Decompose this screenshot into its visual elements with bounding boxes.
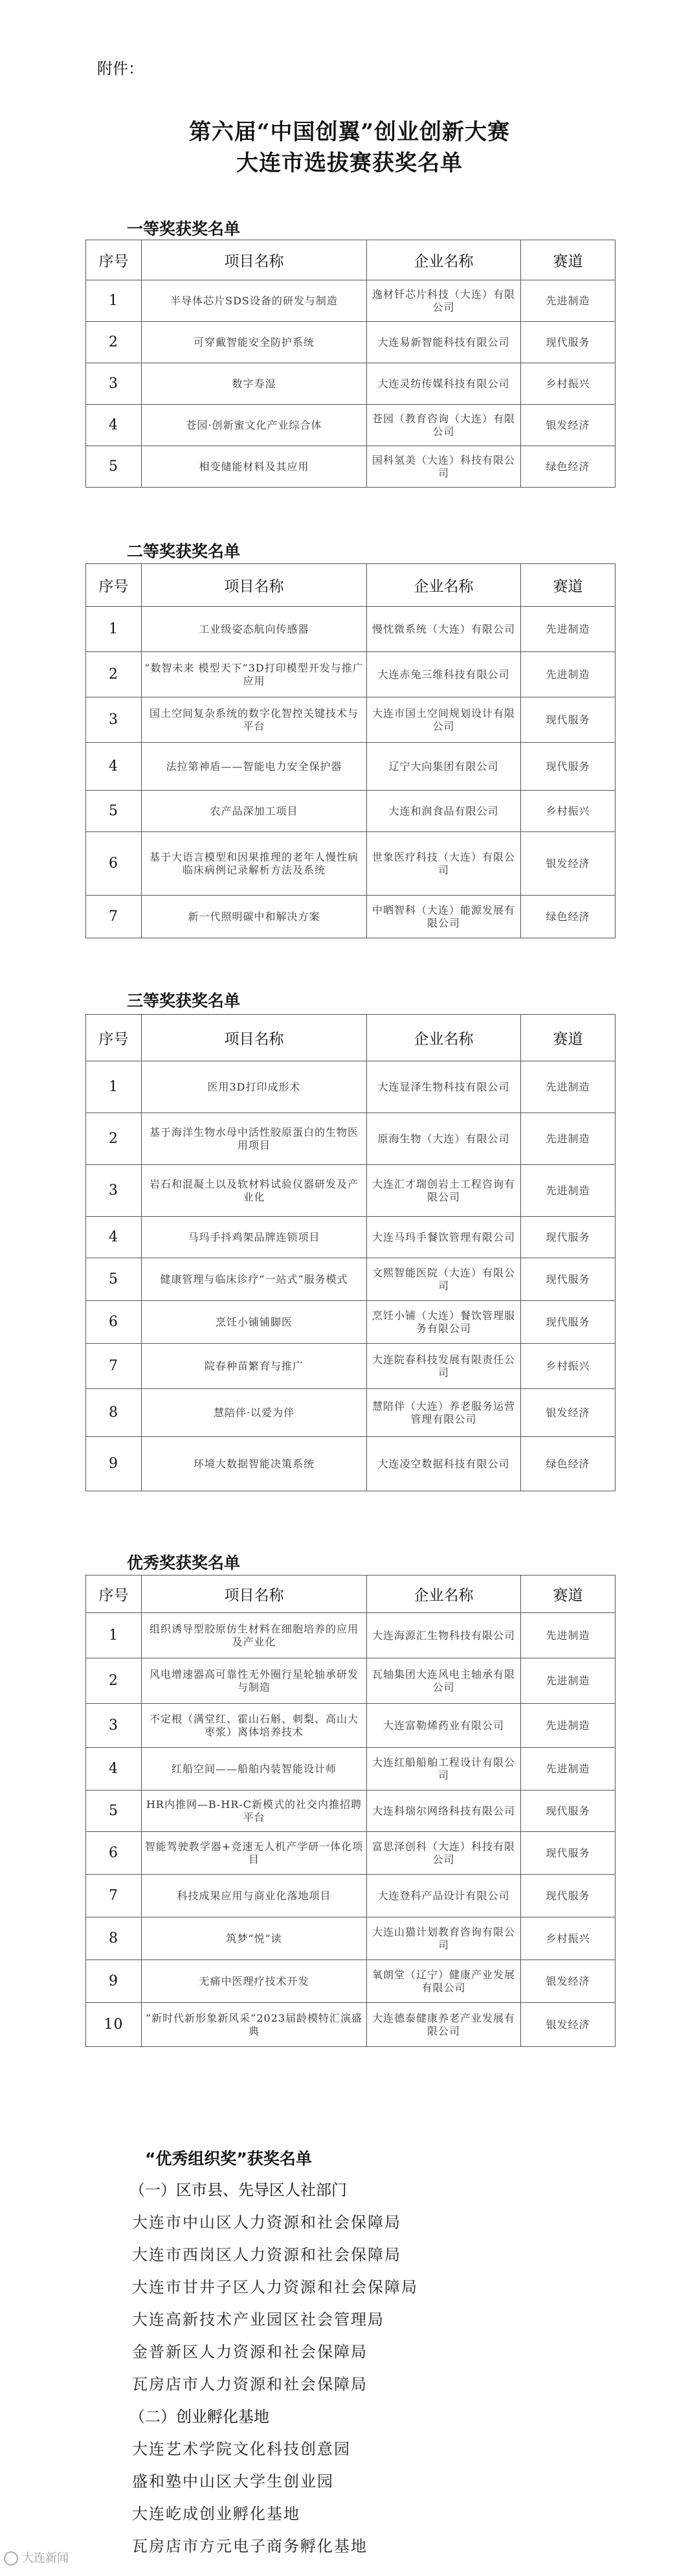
row-project: 相变储能材料及其应用 xyxy=(142,446,367,488)
row-company: 国科氢美（大连）科技有限公司 xyxy=(367,446,521,488)
row-track: 先进制造 xyxy=(521,1704,616,1748)
row-track: 现代服务 xyxy=(521,1875,616,1917)
header-company: 企业名称 xyxy=(367,240,521,280)
row-track: 银发经济 xyxy=(521,832,616,896)
row-track: 绿色经济 xyxy=(521,1437,616,1491)
header-project: 项目名称 xyxy=(142,1576,367,1613)
row-no: 5 xyxy=(86,1791,142,1832)
row-company: 烹饪小铺（大连）餐饮管理服务有限公司 xyxy=(367,1301,521,1344)
row-company: 大连院春科技发展有限责任公司 xyxy=(367,1344,521,1389)
row-track: 现代服务 xyxy=(521,1791,616,1832)
table-row xyxy=(86,607,616,652)
row-project: 马玛手抖鸡架品牌连锁项目 xyxy=(142,1217,367,1258)
row-track: 现代服务 xyxy=(521,322,616,363)
row-track: 先进制造 xyxy=(521,1613,616,1658)
row-track: 现代服务 xyxy=(521,1301,616,1344)
org-list-item: 大连艺术学院文化科技创意园 xyxy=(132,2440,351,2458)
row-project: 国土空间复杂系统的数字化智控关键技术与平台 xyxy=(142,697,367,743)
table-row xyxy=(86,1301,616,1344)
row-project: 慧陪伴·以爱为伴 xyxy=(142,1389,367,1437)
row-track: 现代服务 xyxy=(521,1217,616,1258)
row-company: 大连灵纺传媒科技有限公司 xyxy=(367,363,521,405)
table-row xyxy=(86,1960,616,2003)
row-track: 银发经济 xyxy=(521,2003,616,2047)
table-row xyxy=(86,280,616,322)
row-track: 银发经济 xyxy=(521,405,616,446)
table-row xyxy=(86,1437,616,1491)
header-no: 序号 xyxy=(86,564,142,607)
row-company: 辽宁大向集团有限公司 xyxy=(367,743,521,791)
org-list-item: 大连市甘井子区人力资源和社会保障局 xyxy=(132,2278,418,2296)
row-company: 大连易新智能科技有限公司 xyxy=(367,322,521,363)
section-title-first-prize: 一等奖获奖名单 xyxy=(127,220,241,238)
row-no: 5 xyxy=(86,1258,142,1301)
row-company: 世象医疗科技（大连）有限公司 xyxy=(367,832,521,896)
row-company: 大连和润食品有限公司 xyxy=(367,791,521,832)
table-row xyxy=(86,363,616,405)
second-prize-table xyxy=(85,563,616,938)
table-row xyxy=(86,896,616,938)
table-row xyxy=(86,405,616,446)
header-no: 序号 xyxy=(86,240,142,280)
row-track: 乡村振兴 xyxy=(521,363,616,405)
row-project: 新一代照明碳中和解决方案 xyxy=(142,896,367,938)
watermark xyxy=(4,2549,69,2566)
row-project: 环境大数据智能决策系统 xyxy=(142,1437,367,1491)
header-track: 赛道 xyxy=(521,564,616,607)
table-row xyxy=(86,1113,616,1165)
row-project: 基于海洋生物水母中活性胶原蛋白的生物医用项目 xyxy=(142,1113,367,1165)
row-company: 大连德泰健康养老产业发展有限公司 xyxy=(367,2003,521,2047)
row-track: 先进制造 xyxy=(521,1061,616,1113)
org-award-title: “优秀组织奖”获奖名单 xyxy=(145,2149,312,2168)
header-project: 项目名称 xyxy=(142,240,367,280)
row-project: 工业级姿态航向传感器 xyxy=(142,607,367,652)
row-no: 3 xyxy=(86,1165,142,1217)
table-row xyxy=(86,1832,616,1875)
org-list-item: 大连市西岗区人力资源和社会保障局 xyxy=(132,2246,401,2264)
header-project: 项目名称 xyxy=(142,1015,367,1061)
watermark-text: 大连新闻 xyxy=(22,2551,69,2565)
row-company: 苍园（教育咨询（大连）有限公司 xyxy=(367,405,521,446)
table-row xyxy=(86,1613,616,1658)
row-no: 4 xyxy=(86,1748,142,1791)
row-no: 4 xyxy=(86,405,142,446)
first-prize-table xyxy=(85,240,616,488)
row-no: 4 xyxy=(86,743,142,791)
row-no: 8 xyxy=(86,1389,142,1437)
table-row xyxy=(86,1217,616,1258)
row-no: 7 xyxy=(86,1344,142,1389)
row-company: 大连山猫计划教育咨询有限公司 xyxy=(367,1917,521,1960)
org-group-heading: （二）创业孵化基地 xyxy=(129,2408,269,2426)
row-no: 7 xyxy=(86,896,142,938)
row-no: 1 xyxy=(86,280,142,322)
row-no: 9 xyxy=(86,1437,142,1491)
table-row xyxy=(86,1875,616,1917)
row-no: 6 xyxy=(86,832,142,896)
row-no: 4 xyxy=(86,1217,142,1258)
table-header-row xyxy=(86,1015,616,1061)
row-no: 1 xyxy=(86,1061,142,1113)
table-row xyxy=(86,1389,616,1437)
row-no: 2 xyxy=(86,322,142,363)
table-row xyxy=(86,743,616,791)
row-project: HR内推网—B-HR-C新模式的社交内推招聘平台 xyxy=(142,1791,367,1832)
row-no: 2 xyxy=(86,1658,142,1704)
row-project: 半导体芯片SDS设备的研发与制造 xyxy=(142,280,367,322)
row-project: 健康管理与临床诊疗“一站式”服务模式 xyxy=(142,1258,367,1301)
row-track: 先进制造 xyxy=(521,1658,616,1704)
table-header-row xyxy=(86,564,616,607)
table-row xyxy=(86,1704,616,1748)
table-header-row xyxy=(86,240,616,280)
org-group-heading: （一）区市县、先导区人社部门 xyxy=(129,2181,347,2199)
row-track: 乡村振兴 xyxy=(521,1344,616,1389)
row-company: 氧朗堂（辽宁）健康产业发展有限公司 xyxy=(367,1960,521,2003)
row-project: 不定根（满堂红、霍山石斛、刺梨、高山大枣浆）离体培养技术 xyxy=(142,1704,367,1748)
row-project: 烹饪小铺铺脚医 xyxy=(142,1301,367,1344)
row-no: 1 xyxy=(86,607,142,652)
row-project: 法拉第神盾——智能电力安全保护器 xyxy=(142,743,367,791)
row-company: 中晒智科（大连）能源发展有限公司 xyxy=(367,896,521,938)
row-project: 科技成果应用与商业化落地项目 xyxy=(142,1875,367,1917)
header-company: 企业名称 xyxy=(367,1576,521,1613)
row-project: “数智未来 模型天下”3D打印模型开发与推广应用 xyxy=(142,652,367,697)
row-project: 红船空间——船舶内装智能设计师 xyxy=(142,1748,367,1791)
row-track: 绿色经济 xyxy=(521,896,616,938)
table-row xyxy=(86,652,616,697)
row-company: 瓦轴集团大连风电主轴承有限公司 xyxy=(367,1658,521,1704)
table-row xyxy=(86,1258,616,1301)
row-company: 慧陪伴（大连）养老服务运营管理有限公司 xyxy=(367,1389,521,1437)
row-project: 无痛中医理疗技术开发 xyxy=(142,1960,367,2003)
row-no: 3 xyxy=(86,697,142,743)
row-track: 乡村振兴 xyxy=(521,1917,616,1960)
document-title-line1: 第六届“中国创翼”创业创新大赛 xyxy=(188,119,511,145)
row-track: 先进制造 xyxy=(521,280,616,322)
table-row xyxy=(86,1344,616,1389)
row-project: 可穿戴智能安全防护系统 xyxy=(142,322,367,363)
row-no: 9 xyxy=(86,1960,142,2003)
document-title-line2: 大连市选拔赛获奖名单 xyxy=(236,150,463,176)
row-no: 6 xyxy=(86,1832,142,1875)
row-no: 2 xyxy=(86,1113,142,1165)
row-company: 慢忱微系统（大连）有限公司 xyxy=(367,607,521,652)
row-company: 大连红船船舶工程设计有限公司 xyxy=(367,1748,521,1791)
table-row xyxy=(86,832,616,896)
section-title-excellence-award: 优秀奖获奖名单 xyxy=(127,1554,241,1572)
table-row xyxy=(86,1165,616,1217)
row-company: 逸材钎芯片科技（大连）有限公司 xyxy=(367,280,521,322)
row-project: 医用3D打印成形术 xyxy=(142,1061,367,1113)
row-company: 大连科瑞尔网络科技有限公司 xyxy=(367,1791,521,1832)
row-track: 乡村振兴 xyxy=(521,791,616,832)
row-no: 3 xyxy=(86,1704,142,1748)
org-list-item: 大连屹成创业孵化基地 xyxy=(132,2505,300,2523)
row-track: 现代服务 xyxy=(521,1832,616,1875)
table-row xyxy=(86,1917,616,1960)
org-list-item: 大连市中山区人力资源和社会保障局 xyxy=(132,2213,401,2231)
row-no: 8 xyxy=(86,1917,142,1960)
row-company: 原海生物（大连）有限公司 xyxy=(367,1113,521,1165)
row-track: 先进制造 xyxy=(521,1113,616,1165)
header-track: 赛道 xyxy=(521,240,616,280)
row-company: 文熙智能医院（大连）有限公司 xyxy=(367,1258,521,1301)
row-company: 大连赤兔三维科技有限公司 xyxy=(367,652,521,697)
org-list-item: 金普新区人力资源和社会保障局 xyxy=(132,2343,368,2361)
excellence-award-table xyxy=(85,1575,616,2047)
row-company: 大连登科产品设计有限公司 xyxy=(367,1875,521,1917)
attachment-label: 附件： xyxy=(97,60,144,78)
table-row xyxy=(86,697,616,743)
header-track: 赛道 xyxy=(521,1576,616,1613)
row-track: 现代服务 xyxy=(521,1258,616,1301)
row-no: 5 xyxy=(86,791,142,832)
row-project: 基于大语言模型和因果推理的老年人慢性病临床病例记录解析方法及系统 xyxy=(142,832,367,896)
row-project: 院春种苗繁育与推广 xyxy=(142,1344,367,1389)
header-company: 企业名称 xyxy=(367,564,521,607)
row-project: 组织诱导型胶原仿生材料在细胞培养的应用及产业化 xyxy=(142,1613,367,1658)
row-project: “新时代新形象新风采”2023届龄模特汇演盛典 xyxy=(142,2003,367,2047)
table-row xyxy=(86,446,616,488)
header-no: 序号 xyxy=(86,1015,142,1061)
row-no: 6 xyxy=(86,1301,142,1344)
row-company: 大连马玛手餐饮管理有限公司 xyxy=(367,1217,521,1258)
row-company: 大连汇才瑞创岩土工程咨询有限公司 xyxy=(367,1165,521,1217)
org-list-item: 瓦房店市方元电子商务孵化基地 xyxy=(132,2537,368,2555)
row-project: 农产品深加工项目 xyxy=(142,791,367,832)
row-company: 富思泽创科（大连）科技有限公司 xyxy=(367,1832,521,1875)
row-track: 先进制造 xyxy=(521,652,616,697)
row-project: 岩石和混凝土以及软材料试验仪器研发及产业化 xyxy=(142,1165,367,1217)
row-track: 先进制造 xyxy=(521,607,616,652)
row-company: 大连显泽生物科技有限公司 xyxy=(367,1061,521,1113)
row-no: 3 xyxy=(86,363,142,405)
row-track: 现代服务 xyxy=(521,743,616,791)
header-no: 序号 xyxy=(86,1576,142,1613)
row-track: 现代服务 xyxy=(521,697,616,743)
header-company: 企业名称 xyxy=(367,1015,521,1061)
row-track: 绿色经济 xyxy=(521,446,616,488)
org-list-item: 瓦房店市人力资源和社会保障局 xyxy=(132,2375,368,2393)
row-track: 先进制造 xyxy=(521,1748,616,1791)
row-track: 银发经济 xyxy=(521,1389,616,1437)
row-track: 银发经济 xyxy=(521,1960,616,2003)
row-project: 智能驾驶教学器+竞速无人机产学研一体化项目 xyxy=(142,1832,367,1875)
table-row xyxy=(86,1658,616,1704)
row-no: 10 xyxy=(86,2003,142,2047)
row-track: 先进制造 xyxy=(521,1165,616,1217)
row-no: 7 xyxy=(86,1875,142,1917)
row-company: 大连富勒烯药业有限公司 xyxy=(367,1704,521,1748)
org-list-item: 盛和塾中山区大学生创业园 xyxy=(132,2472,334,2491)
row-no: 2 xyxy=(86,652,142,697)
section-title-second-prize: 二等奖获奖名单 xyxy=(127,542,241,561)
row-no: 1 xyxy=(86,1613,142,1658)
table-row xyxy=(86,322,616,363)
section-title-third-prize: 三等奖获奖名单 xyxy=(127,991,241,1010)
row-project: 风电增速器高可靠性无外圈行星轮轴承研发与制造 xyxy=(142,1658,367,1704)
org-list-item: 大连高新技术产业园区社会管理局 xyxy=(132,2310,384,2329)
news-logo-icon xyxy=(4,2551,18,2566)
row-company: 大连海源汇生物科技有限公司 xyxy=(367,1613,521,1658)
third-prize-table xyxy=(85,1014,616,1491)
table-row xyxy=(86,791,616,832)
row-project: 筑梦“悦”读 xyxy=(142,1917,367,1960)
table-row xyxy=(86,1748,616,1791)
row-project: 数字寿湿 xyxy=(142,363,367,405)
table-row xyxy=(86,1061,616,1113)
table-row xyxy=(86,1791,616,1832)
header-track: 赛道 xyxy=(521,1015,616,1061)
table-header-row xyxy=(86,1576,616,1613)
row-company: 大连凌空数据科技有限公司 xyxy=(367,1437,521,1491)
header-project: 项目名称 xyxy=(142,564,367,607)
row-project: 苍园·创新蜜文化产业综合体 xyxy=(142,405,367,446)
row-no: 5 xyxy=(86,446,142,488)
row-company: 大连市国土空间规划设计有限公司 xyxy=(367,697,521,743)
table-row xyxy=(86,2003,616,2047)
